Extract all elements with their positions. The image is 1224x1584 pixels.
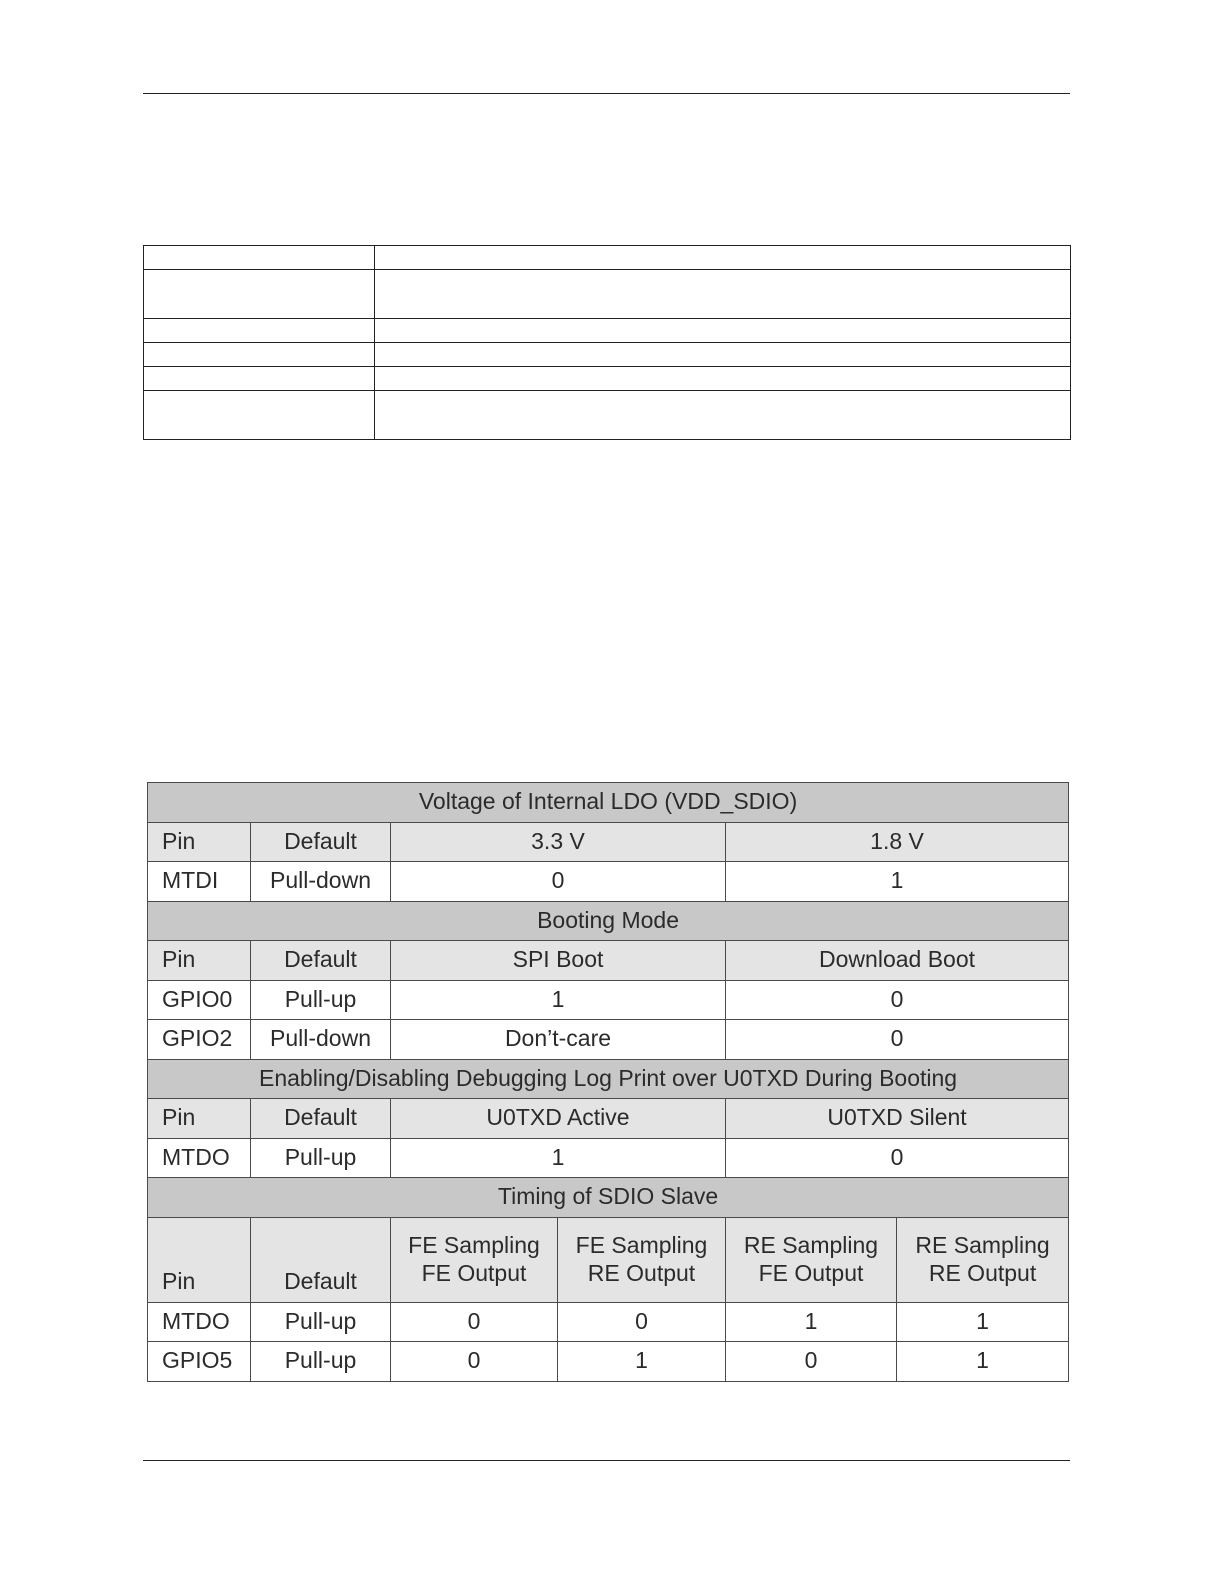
value-cell: 1	[897, 1302, 1069, 1342]
column-header-row	[148, 822, 1069, 862]
header-timing-line2: RE Output	[587, 1259, 696, 1286]
section-header-row	[148, 901, 1069, 941]
column-header-row	[148, 1217, 1069, 1302]
value-cell: 1	[391, 980, 726, 1020]
pin-cell: GPIO0	[148, 980, 251, 1020]
value-cell: 1	[391, 1138, 726, 1178]
header-pin: Pin	[148, 1217, 251, 1302]
table-row	[148, 1020, 1069, 1060]
header-timing-line2: RE Output	[928, 1259, 1037, 1286]
value-cell: 1	[558, 1342, 726, 1382]
value-cell: 1	[897, 1342, 1069, 1382]
header-timing-line1: FE Sampling	[408, 1231, 540, 1258]
header-option: Download Boot	[726, 941, 1069, 981]
column-header-row	[148, 1099, 1069, 1139]
header-default: Default	[251, 941, 391, 981]
section-title: Timing of SDIO Slave	[148, 1178, 1069, 1218]
strapping-pins-table	[147, 782, 1069, 1382]
table-row	[148, 1302, 1069, 1342]
table-row	[148, 862, 1069, 902]
column-header-row	[148, 941, 1069, 981]
header-option: U0TXD Silent	[726, 1099, 1069, 1139]
section-title: Enabling/Disabling Debugging Log Print over U0TXD During Booting	[148, 1059, 1069, 1099]
value-cell: Don’t-care	[391, 1020, 726, 1060]
section-title: Booting Mode	[148, 901, 1069, 941]
value-cell: 0	[726, 1138, 1069, 1178]
value-cell: 0	[726, 980, 1069, 1020]
pin-cell: MTDI	[148, 862, 251, 902]
value-cell: 0	[391, 1342, 558, 1382]
header-timing-line2: FE Output	[758, 1259, 864, 1286]
pin-cell: GPIO2	[148, 1020, 251, 1060]
default-cell: Pull-down	[251, 862, 391, 902]
header-timing	[391, 1217, 558, 1302]
table-row	[148, 1138, 1069, 1178]
header-timing-line2: FE Output	[421, 1259, 527, 1286]
footer-rule	[143, 1460, 1070, 1461]
header-timing-line1: FE Sampling	[575, 1231, 708, 1258]
header-default: Default	[251, 1217, 391, 1302]
value-cell: 0	[391, 1302, 558, 1342]
header-option: U0TXD Active	[391, 1099, 726, 1139]
header-option: 3.3 V	[391, 822, 726, 862]
value-cell: 0	[726, 1342, 897, 1382]
section-header-row	[148, 1178, 1069, 1218]
pin-cell: GPIO5	[148, 1342, 251, 1382]
header-option: SPI Boot	[391, 941, 726, 981]
section-title: Voltage of Internal LDO (VDD_SDIO)	[148, 783, 1069, 823]
empty-table	[143, 245, 1071, 440]
header-pin: Pin	[148, 822, 251, 862]
default-cell: Pull-up	[251, 1342, 391, 1382]
value-cell: 1	[726, 862, 1069, 902]
header-timing	[726, 1217, 897, 1302]
value-cell: 1	[726, 1302, 897, 1342]
default-cell: Pull-up	[251, 1302, 391, 1342]
header-timing	[897, 1217, 1069, 1302]
header-rule	[143, 93, 1070, 94]
default-cell: Pull-down	[251, 1020, 391, 1060]
value-cell: 0	[726, 1020, 1069, 1060]
header-pin: Pin	[148, 941, 251, 981]
header-option: 1.8 V	[726, 822, 1069, 862]
pin-cell: MTDO	[148, 1138, 251, 1178]
value-cell: 0	[391, 862, 726, 902]
header-timing-line1: RE Sampling	[915, 1231, 1050, 1258]
default-cell: Pull-up	[251, 980, 391, 1020]
section-header-row	[148, 783, 1069, 823]
header-default: Default	[251, 822, 391, 862]
header-default: Default	[251, 1099, 391, 1139]
default-cell: Pull-up	[251, 1138, 391, 1178]
pin-cell: MTDO	[148, 1302, 251, 1342]
header-pin: Pin	[148, 1099, 251, 1139]
table-row	[148, 1342, 1069, 1382]
header-timing-line1: RE Sampling	[743, 1231, 879, 1258]
table-row	[148, 980, 1069, 1020]
value-cell: 0	[558, 1302, 726, 1342]
section-header-row	[148, 1059, 1069, 1099]
header-timing	[558, 1217, 726, 1302]
